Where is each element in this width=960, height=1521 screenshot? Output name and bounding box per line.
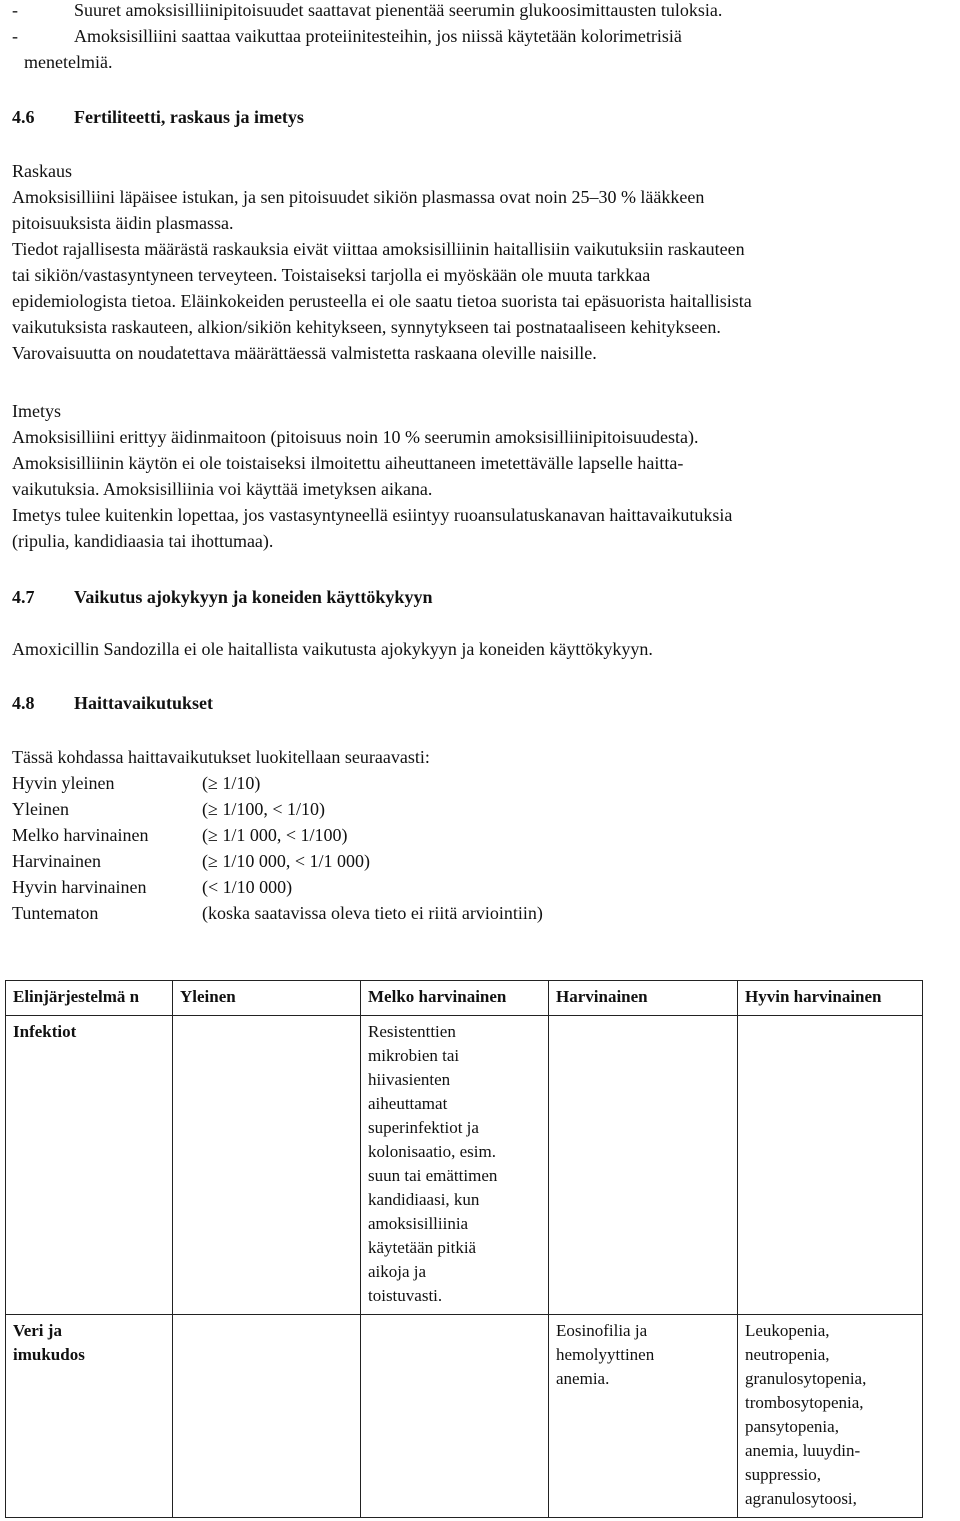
imetys-heading: Imetys: [12, 401, 61, 421]
list-dash: -: [12, 26, 18, 46]
intro-list: [12, 0, 952, 75]
frequency-range: (≥ 1/10): [202, 773, 261, 793]
section-title: Fertiliteetti, raskaus ja imetys: [74, 107, 304, 127]
frequency-term: Harvinainen: [12, 851, 101, 871]
list-item-text: Amoksisilliini saattaa vaikuttaa proteiinitesteihin, jos niissä käytetään kolorimetrisiä: [74, 26, 682, 46]
frequency-range: (≥ 1/100, < 1/10): [202, 799, 326, 819]
paragraph-line: (ripulia, kandidiaasia tai ihottumaa).: [12, 531, 274, 551]
table-cell: Resistenttien mikrobien tai hiivasienten aiheuttamat superinfektiot ja kolonisaatio, esim. suun tai emättimen kandidiaasi, kun amoksisilliinia käytetään pitkiä aikoja ja toistuvasti.: [361, 1016, 549, 1315]
frequency-row: [12, 874, 952, 900]
frequency-range: (≥ 1/10 000, < 1/1 000): [202, 851, 371, 871]
section-number: 4.6: [12, 107, 35, 127]
frequency-term: Melko harvinainen: [12, 825, 149, 845]
frequency-term: Hyvin yleinen: [12, 773, 115, 793]
table-row: [6, 1016, 923, 1315]
raskaus-block: [12, 158, 952, 366]
section-heading: [12, 584, 952, 610]
section-heading: [12, 104, 952, 130]
frequency-intro: Tässä kohdassa haittavaikutukset luokitellaan seuraavasti:: [12, 747, 430, 767]
frequency-range: (< 1/10 000): [202, 877, 293, 897]
section-4-7-body: [12, 636, 952, 662]
paragraph-line: Amoksisilliinin käytön ei ole toistaiseksi ilmoitettu aiheuttaneen imetettävälle lapselle haitta-: [12, 453, 684, 473]
imetys-block: [12, 398, 952, 554]
header-rare: Harvinainen: [549, 981, 738, 1016]
section-title: Vaikutus ajokykyyn ja koneiden käyttökykyyn: [74, 587, 433, 607]
paragraph-line: Tiedot rajallisesta määrästä raskauksia eivät viittaa amoksisilliinin haitallisiin vaikutuksiin raskauteen: [12, 239, 745, 259]
table-row: [6, 1315, 923, 1518]
section-4-7: [12, 584, 952, 610]
table-cell: [738, 1016, 923, 1315]
header-very-rare: Hyvin harvinainen: [738, 981, 923, 1016]
list-item: [12, 23, 952, 49]
frequency-range: (≥ 1/1 000, < 1/100): [202, 825, 348, 845]
list-item-text: menetelmiä.: [24, 52, 113, 72]
frequency-row: [12, 900, 952, 926]
paragraph-line: pitoisuuksista äidin plasmassa.: [12, 213, 234, 233]
list-item: [12, 0, 952, 23]
section-number: 4.8: [12, 693, 35, 713]
section-4-6: [12, 104, 952, 130]
table-cell: [361, 1315, 549, 1518]
list-item-text: Suuret amoksisilliinipitoisuudet saattavat pienentää seerumin glukoosimittausten tuloksia.: [74, 0, 723, 20]
frequency-block: [12, 744, 952, 926]
frequency-row: [12, 796, 952, 822]
table-cell: Leukopenia, neutropenia, granulosytopenia, trombosytopenia, pansytopenia, anemia, luuydin- suppressio, agranulosytoosi,: [738, 1315, 923, 1518]
paragraph-line: Amoksisilliini erittyy äidinmaitoon (pitoisuus noin 10 % seerumin amoksisilliinipitoisuudesta).: [12, 427, 699, 447]
header-common: Yleinen: [173, 981, 361, 1016]
table-cell: [173, 1016, 361, 1315]
paragraph-line: Varovaisuutta on noudatettava määrättäessä valmistetta raskaana oleville naisille.: [12, 343, 597, 363]
frequency-term: Tuntematon: [12, 903, 99, 923]
frequency-term: Hyvin harvinainen: [12, 877, 147, 897]
frequency-term: Yleinen: [12, 799, 69, 819]
frequency-row: [12, 848, 952, 874]
table-cell: [549, 1016, 738, 1315]
list-item-continuation: [12, 49, 952, 75]
organ-cell: Veri ja imukudos: [6, 1315, 173, 1518]
header-organ-system: Elinjärjestelmä n: [6, 981, 173, 1016]
section-heading: [12, 690, 952, 716]
list-dash: -: [12, 0, 18, 20]
frequency-row: [12, 770, 952, 796]
paragraph-line: Imetys tulee kuitenkin lopettaa, jos vastasyntyneellä esiintyy ruoansulatuskanavan haittavaikutuksia: [12, 505, 733, 525]
adverse-effects-table: [5, 980, 923, 1518]
frequency-row: [12, 822, 952, 848]
raskaus-heading: Raskaus: [12, 161, 72, 181]
organ-cell: Infektiot: [6, 1016, 173, 1315]
paragraph-line: epidemiologista tietoa. Eläinkokeiden perusteella ei ole saatu tietoa suorista tai epäsuorista haitallisista: [12, 291, 752, 311]
paragraph-line: tai sikiön/vastasyntyneen terveyteen. Toistaiseksi tarjolla ei myöskään ole muuta tarkkaa: [12, 265, 651, 285]
section-4-8: [12, 690, 952, 716]
table-cell: Eosinofilia ja hemolyyttinen anemia.: [549, 1315, 738, 1518]
table-cell: [173, 1315, 361, 1518]
frequency-range: (koska saatavissa oleva tieto ei riitä arviointiin): [202, 903, 543, 923]
section-title: Haittavaikutukset: [74, 693, 214, 713]
paragraph-line: Amoxicillin Sandozilla ei ole haitallista vaikutusta ajokykyyn ja koneiden käyttökykyyn.: [12, 639, 653, 659]
paragraph-line: Amoksisilliini läpäisee istukan, ja sen pitoisuudet sikiön plasmassa ovat noin 25–30 % lääkkeen: [12, 187, 705, 207]
paragraph-line: vaikutuksia. Amoksisilliinia voi käyttää imetyksen aikana.: [12, 479, 433, 499]
paragraph-line: vaikutuksista raskauteen, alkion/sikiön kehitykseen, synnytykseen tai postnataaliseen kehitykseen.: [12, 317, 721, 337]
header-uncommon: Melko harvinainen: [361, 981, 549, 1016]
section-number: 4.7: [12, 587, 35, 607]
table-header-row: [6, 981, 923, 1016]
